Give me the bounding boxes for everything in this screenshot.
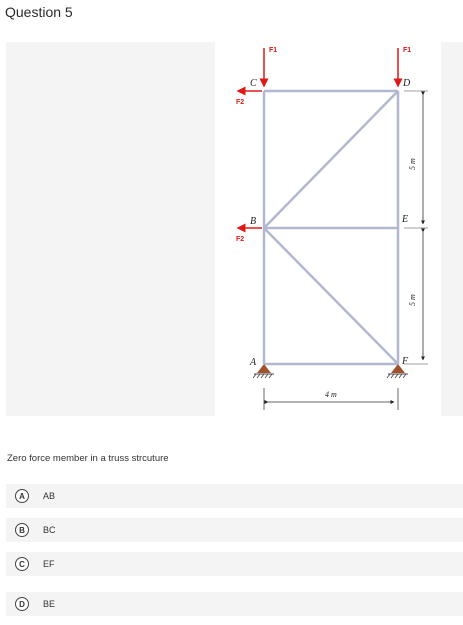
option-a-text: AB [43,491,56,501]
option-c[interactable] [6,552,463,576]
option-d-letter: D [15,597,29,611]
load-label-side-c: F2 [236,99,245,106]
load-label-side-b: F2 [236,236,245,243]
option-b[interactable] [6,518,463,542]
dimension-label-lower: 5 m [408,294,417,306]
node-label-c: C [250,78,257,89]
node-label-a: A [250,357,257,368]
option-d[interactable] [6,592,463,616]
member-bd [264,91,398,228]
option-a[interactable] [6,484,463,508]
node-label-f: F [402,356,409,367]
option-b-text: BC [43,525,56,535]
dimension-label-width: 4 m [325,390,337,399]
option-a-letter: A [15,489,29,503]
load-label-c: F1 [269,47,278,54]
question-title: Question 5 [5,4,73,20]
member-bf [264,228,398,364]
option-b-letter: B [15,523,29,537]
dimension-label-upper: 5 m [408,158,417,170]
support-a [253,364,274,378]
question-prompt: Zero force member in a truss strcuture [7,453,169,464]
node-label-b: B [250,216,257,227]
option-c-text: EF [43,559,55,569]
option-d-text: BE [43,599,56,609]
load-label-d: F1 [403,47,412,54]
option-c-letter: C [15,557,29,571]
node-label-e: E [402,214,409,225]
node-label-d: D [403,78,411,89]
